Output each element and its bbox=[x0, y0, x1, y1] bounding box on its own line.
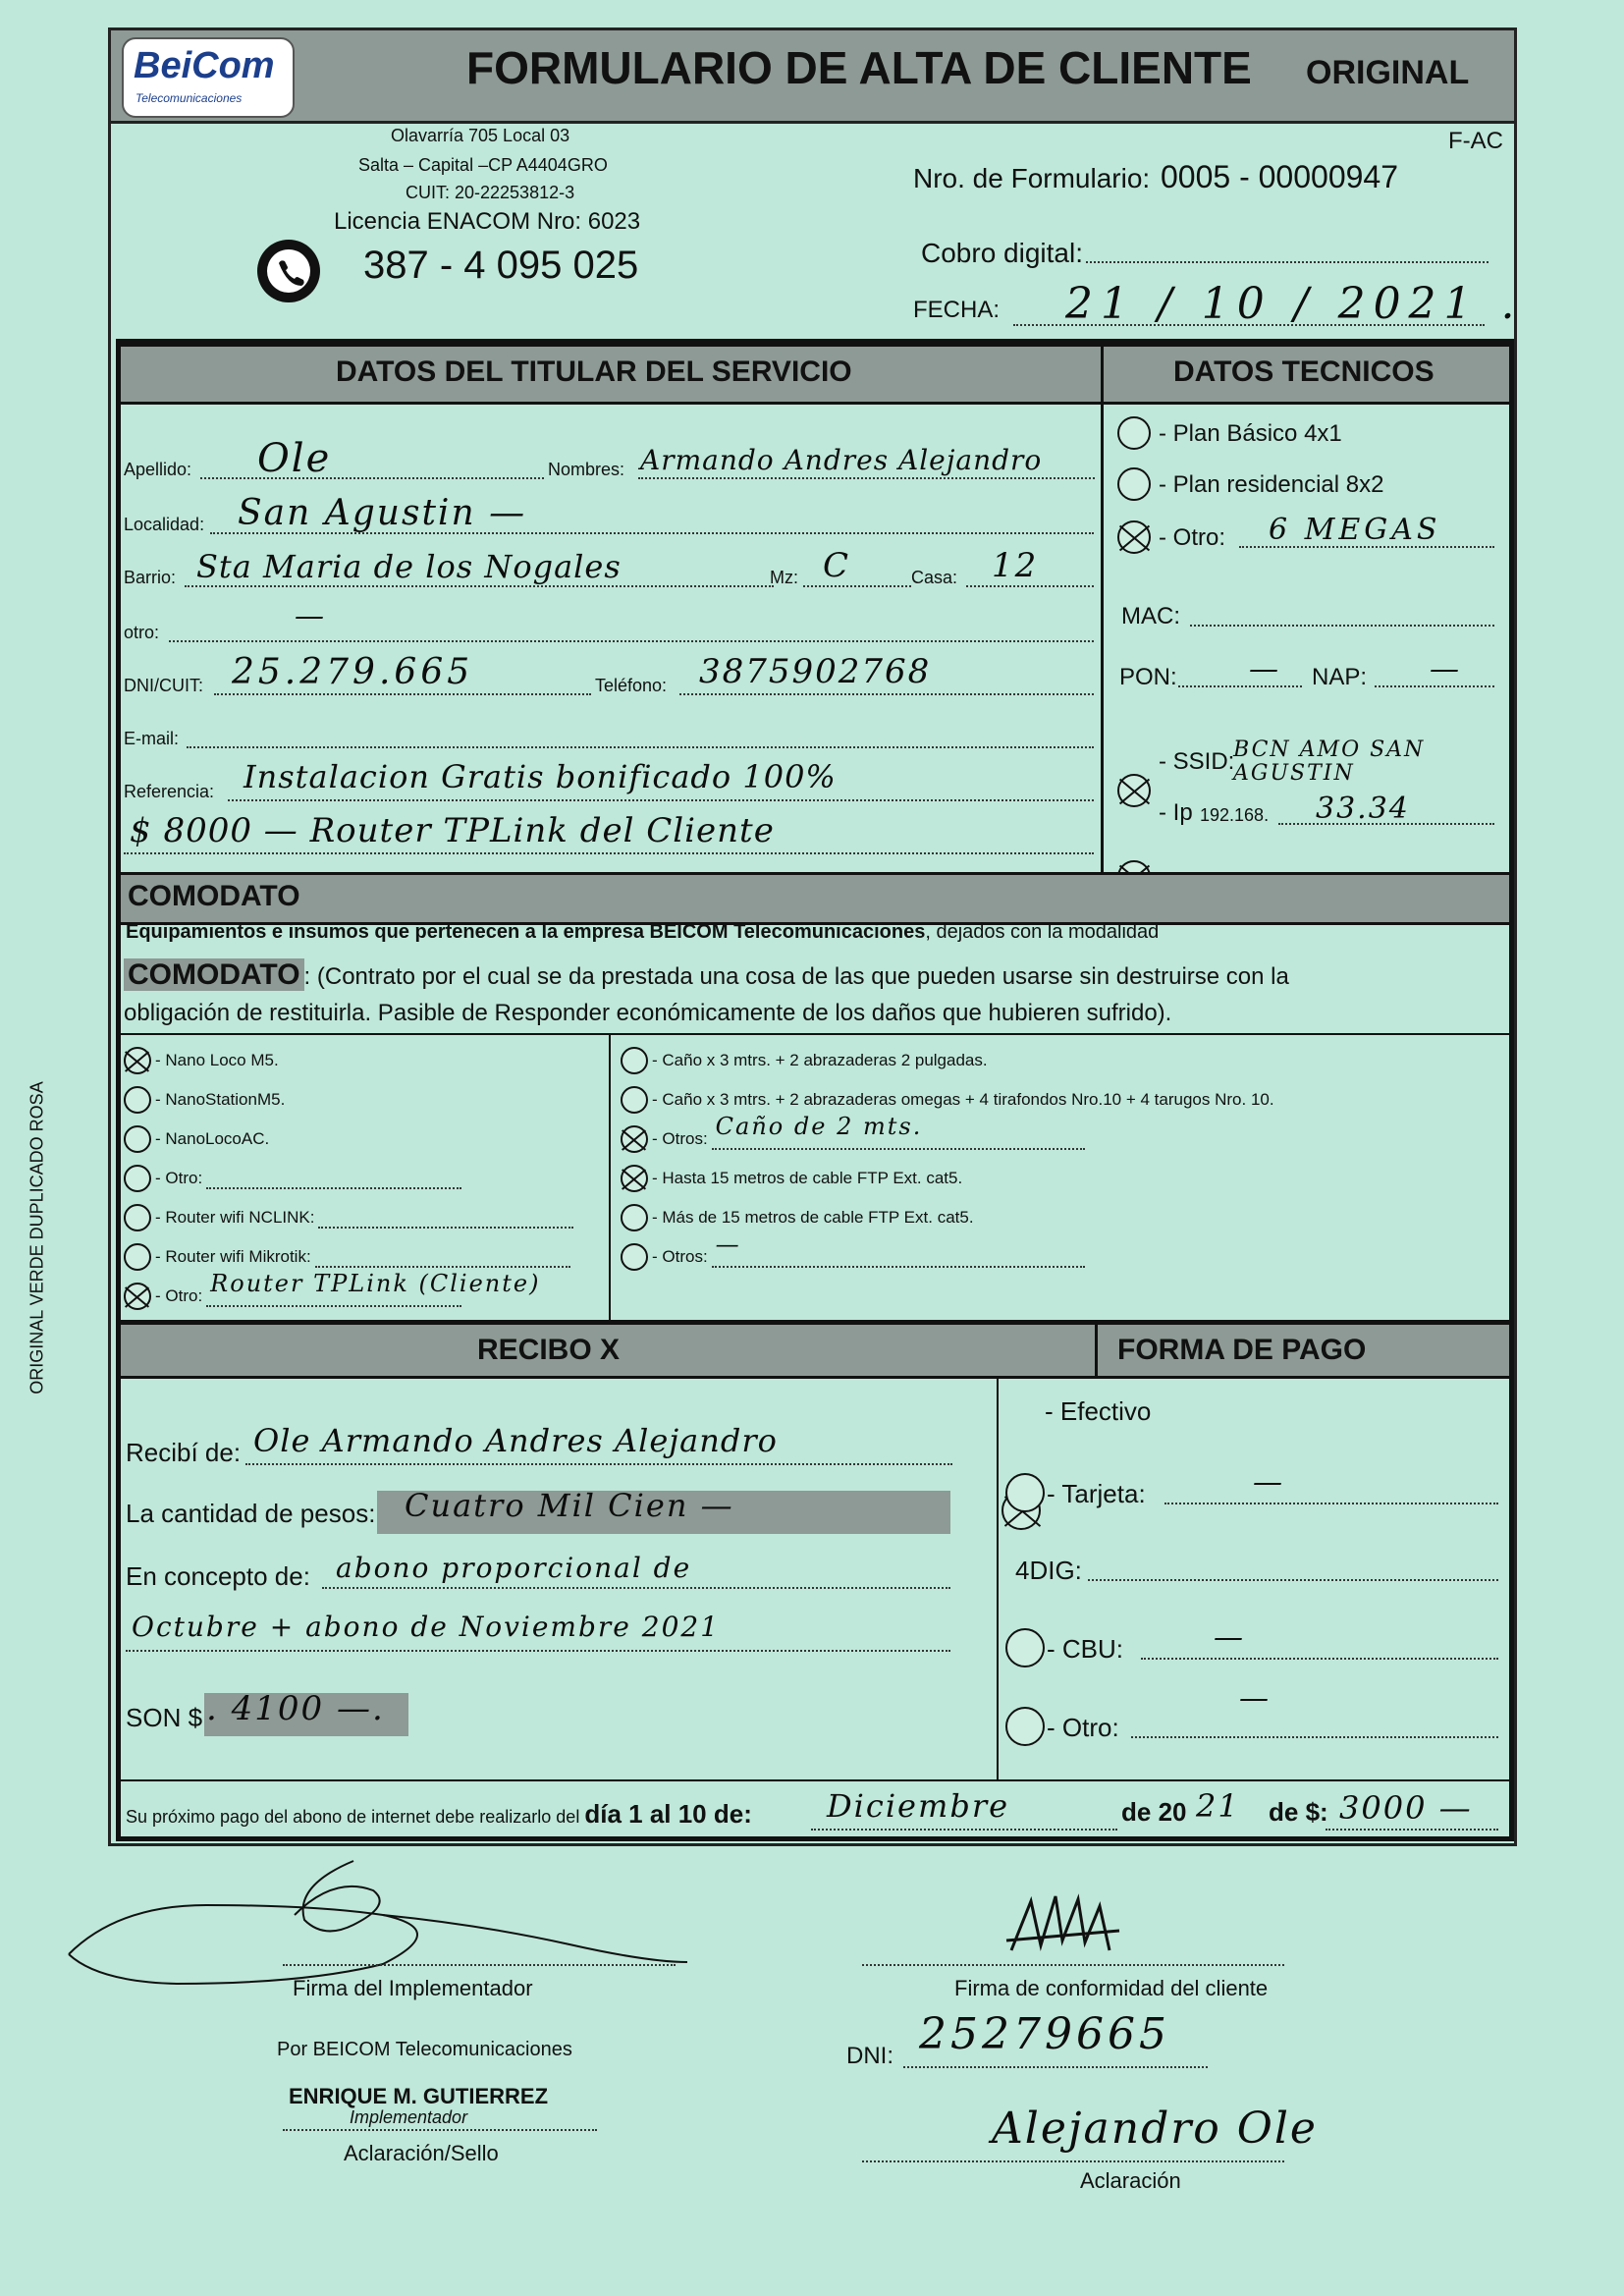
concepto-value-1: abono proporcional de bbox=[336, 1552, 692, 1584]
form-number: 0005 - 00000947 bbox=[1161, 159, 1398, 194]
por-beicom: Por BEICOM Telecomunicaciones bbox=[277, 2039, 572, 2060]
right-item bbox=[621, 1200, 974, 1235]
dni-label: DNI/CUIT: bbox=[124, 676, 203, 695]
comodato-word: COMODATO bbox=[124, 958, 304, 991]
form-title: FORMULARIO DE ALTA DE CLIENTE bbox=[466, 42, 1252, 93]
cuit: CUIT: 20-22253812-3 bbox=[406, 183, 575, 202]
comodato-divider-mid bbox=[609, 1035, 611, 1320]
telefono-label: Teléfono: bbox=[595, 676, 668, 695]
mac-field[interactable] bbox=[1190, 625, 1494, 627]
referencia-field[interactable] bbox=[228, 799, 1094, 801]
son-value: . 4100 —. bbox=[206, 1689, 385, 1728]
otro-pago-dash: — bbox=[1239, 1681, 1271, 1716]
casa-label: Casa: bbox=[911, 568, 958, 587]
address-line-2: Salta – Capital –CP A4404GRO bbox=[358, 155, 608, 175]
left-item-label: - Otro: bbox=[155, 1169, 203, 1187]
otro-pago-label: - Otro: bbox=[1047, 1713, 1119, 1742]
dni-firma-label: DNI: bbox=[846, 2043, 893, 2069]
casa-value: 12 bbox=[992, 546, 1039, 585]
comodato-intro bbox=[126, 921, 1159, 944]
titular-divider bbox=[1101, 399, 1104, 874]
fecha-label: FECHA: bbox=[913, 297, 1001, 323]
comodato-intro-bold: Equipamientos e insumos que pertenecen a la empresa BEICOM Telecomunicaciones bbox=[126, 921, 926, 943]
cuatro-dig-field[interactable] bbox=[1088, 1579, 1498, 1581]
proximo-label: Su próximo pago del abono de internet debe realizarlo del bbox=[126, 1807, 580, 1827]
phone-number: 387 - 4 095 025 bbox=[363, 244, 639, 287]
concepto-label: En concepto de: bbox=[126, 1561, 310, 1591]
localidad-value: San Agustin — bbox=[238, 493, 527, 533]
right-item-value: Caño de 2 mts. bbox=[715, 1113, 923, 1140]
left-item-field[interactable] bbox=[315, 1246, 570, 1268]
year-value: 21 bbox=[1196, 1787, 1240, 1825]
telefono-field[interactable] bbox=[679, 693, 1094, 695]
plan-otro-radio-checked[interactable] bbox=[1117, 520, 1151, 554]
implementador-name: ENRIQUE M. GUTIERREZ bbox=[289, 2084, 549, 2108]
barrio-label: Barrio: bbox=[124, 568, 177, 587]
monto-label: de $: bbox=[1269, 1797, 1328, 1827]
tarjeta-field[interactable] bbox=[1164, 1503, 1498, 1504]
cobro-label: Cobro digital: bbox=[921, 238, 1083, 268]
mz-value: C bbox=[823, 546, 851, 585]
implementador-role: Implementador bbox=[350, 2107, 468, 2127]
licencia: Licencia ENACOM Nro: 6023 bbox=[334, 208, 641, 235]
right-item-label: - Otros: bbox=[652, 1129, 708, 1148]
cbu-label: - CBU: bbox=[1047, 1634, 1123, 1664]
left-item-label: - Otro: bbox=[155, 1286, 203, 1305]
left-checkbox[interactable] bbox=[124, 1243, 151, 1271]
concepto-field-2[interactable] bbox=[126, 1650, 950, 1652]
right-item bbox=[621, 1113, 1085, 1157]
right-item-label: - Más de 15 metros de cable FTP Ext. cat5. bbox=[652, 1208, 974, 1227]
implementador-signature-line bbox=[283, 1964, 676, 1966]
left-item bbox=[124, 1043, 279, 1078]
pon-label: PON: bbox=[1119, 664, 1177, 690]
monto-value: 3000 — bbox=[1339, 1789, 1473, 1827]
aclaracion-label: Aclaración bbox=[1080, 2168, 1181, 2193]
otro-pago-field[interactable] bbox=[1131, 1736, 1498, 1738]
left-item bbox=[124, 1082, 285, 1118]
cantidad-value: Cuatro Mil Cien — bbox=[405, 1487, 734, 1524]
left-item-field[interactable] bbox=[206, 1168, 461, 1189]
recibi-value: Ole Armando Andres Alejandro bbox=[253, 1422, 778, 1459]
left-checkbox[interactable] bbox=[124, 1204, 151, 1231]
dni-field[interactable] bbox=[214, 693, 591, 695]
right-item-label: - Caño x 3 mtrs. + 2 abrazaderas omegas + 4 tirafondos Nro.10 + 4 tarugos Nro. 10. bbox=[652, 1090, 1274, 1109]
left-item bbox=[124, 1270, 541, 1314]
son-label: SON $ bbox=[126, 1703, 203, 1732]
recibi-field[interactable] bbox=[245, 1463, 952, 1465]
ssid-value: BCN AMO SAN AGUSTIN bbox=[1233, 738, 1426, 786]
mz-label: Mz: bbox=[770, 568, 798, 587]
right-checkbox[interactable] bbox=[621, 1086, 648, 1114]
apellido-label: Apellido: bbox=[124, 460, 192, 479]
year-label: de 20 bbox=[1121, 1797, 1187, 1827]
right-item bbox=[621, 1161, 962, 1196]
referencia-value: Instalacion Gratis bonificado 100% bbox=[244, 758, 837, 795]
left-item-field[interactable] bbox=[318, 1207, 573, 1229]
comodato-definition-2: obligación de restituirla. Pasible de Responder económicamente de los daños que hubieren sufrido). bbox=[124, 1000, 1172, 1026]
left-checkbox[interactable] bbox=[124, 1125, 151, 1153]
ip-prefix: 192.168. bbox=[1200, 805, 1270, 825]
form-number-label: Nro. de Formulario: bbox=[913, 163, 1151, 193]
referencia-value-2: $ 8000 — Router TPLink del Cliente bbox=[130, 811, 775, 850]
address-line-1: Olavarría 705 Local 03 bbox=[391, 126, 570, 145]
left-checkbox-checked[interactable] bbox=[124, 1047, 151, 1074]
comodato-definition-1: : (Contrato por el cual se da prestada una cosa de las que pueden usarse sin destruirse con la bbox=[303, 963, 1289, 990]
right-checkbox[interactable] bbox=[621, 1204, 648, 1231]
mz-field[interactable] bbox=[803, 585, 911, 587]
left-item-label: - Router wifi Mikrotik: bbox=[155, 1247, 311, 1266]
left-item bbox=[124, 1161, 461, 1196]
tarjeta-dash: — bbox=[1253, 1465, 1284, 1500]
right-checkbox-checked[interactable] bbox=[621, 1125, 648, 1153]
pon-value: — bbox=[1249, 652, 1280, 686]
right-checkbox[interactable] bbox=[621, 1243, 648, 1271]
cliente-signature bbox=[1001, 1891, 1129, 1970]
plan-otro-label: - Otro: bbox=[1159, 524, 1226, 551]
left-item-label: - NanoLocoAC. bbox=[155, 1129, 270, 1148]
referencia-field-2[interactable] bbox=[124, 852, 1094, 854]
ssid-label: - SSID: bbox=[1159, 748, 1235, 775]
side-copy-text: ORIGINAL VERDE DUPLICADO ROSA bbox=[27, 1081, 47, 1394]
ssid-radio-checked[interactable] bbox=[1117, 774, 1151, 807]
whatsapp-icon bbox=[257, 240, 320, 302]
proximo-row bbox=[126, 1799, 752, 1830]
right-item-label: - Caño x 3 mtrs. + 2 abrazaderas 2 pulgadas. bbox=[652, 1051, 988, 1069]
form-code: F-AC bbox=[1448, 128, 1503, 154]
right-checkbox-checked[interactable] bbox=[621, 1165, 648, 1192]
ip-label: - Ip bbox=[1159, 799, 1193, 826]
telefono-value: 3875902768 bbox=[699, 652, 932, 691]
left-item-label: - Nano Loco M5. bbox=[155, 1051, 279, 1069]
mac-label: MAC: bbox=[1121, 603, 1180, 629]
right-item-label: - Otros: bbox=[652, 1247, 708, 1266]
apellido-value: Ole bbox=[257, 436, 332, 481]
comodato-divider-top bbox=[121, 1033, 1509, 1035]
firma-cliente-label: Firma de conformidad del cliente bbox=[954, 1976, 1269, 2000]
logo bbox=[122, 37, 295, 118]
proximo-mes-value: Diciembre bbox=[827, 1787, 1010, 1825]
otro-value: — bbox=[295, 599, 326, 633]
concepto-field[interactable] bbox=[322, 1587, 950, 1589]
plan-basico-label: - Plan Básico 4x1 bbox=[1159, 420, 1342, 447]
concepto-value-2: Octubre + abono de Noviembre 2021 bbox=[132, 1611, 721, 1643]
monto-field[interactable] bbox=[1326, 1829, 1498, 1831]
left-checkbox-checked[interactable] bbox=[124, 1283, 151, 1310]
dni-firma-value: 25279665 bbox=[919, 2009, 1170, 2059]
proximo-divider bbox=[121, 1779, 1509, 1781]
nombres-label: Nombres: bbox=[548, 460, 625, 479]
nombres-field[interactable] bbox=[638, 477, 1095, 479]
cobro-line bbox=[1086, 261, 1489, 263]
left-item-field[interactable] bbox=[206, 1270, 541, 1307]
left-item-label: - Router wifi NCLINK: bbox=[155, 1208, 315, 1227]
proximo-mes-field[interactable] bbox=[811, 1829, 1117, 1831]
tecnicos-title-text: DATOS TECNICOS bbox=[1173, 355, 1435, 388]
efectivo-label: - Efectivo bbox=[1045, 1396, 1152, 1426]
barrio-field[interactable] bbox=[185, 585, 774, 587]
aclaracion-sello-label: Aclaración/Sello bbox=[344, 2141, 499, 2165]
dni-value: 25.279.665 bbox=[232, 652, 474, 692]
right-item bbox=[621, 1230, 1085, 1275]
plan-residencial-radio[interactable] bbox=[1117, 467, 1151, 501]
left-item-label: - NanoStationM5. bbox=[155, 1090, 286, 1109]
ip-value: 33.34 bbox=[1316, 792, 1410, 826]
comodato-section-title bbox=[121, 872, 1509, 925]
cuatro-dig-label: 4DIG: bbox=[1015, 1556, 1082, 1585]
left-item-value: Router TPLink (Cliente) bbox=[210, 1270, 541, 1297]
aclaracion-field[interactable] bbox=[862, 2160, 1284, 2162]
proximo-dias: día 1 al 10 de: bbox=[584, 1799, 752, 1829]
logo-main-text: BeiCom bbox=[134, 45, 275, 86]
pon-field[interactable] bbox=[1178, 685, 1302, 687]
right-item-label: - Hasta 15 metros de cable FTP Ext. cat5. bbox=[652, 1169, 963, 1187]
aclaracion-value: Alejandro Ole bbox=[992, 2104, 1318, 2154]
tarjeta-radio[interactable] bbox=[1005, 1473, 1045, 1512]
right-checkbox[interactable] bbox=[621, 1047, 648, 1074]
otro-field[interactable] bbox=[169, 640, 1094, 642]
aclaracion-sello-line bbox=[283, 2129, 597, 2131]
plan-basico-radio[interactable] bbox=[1117, 416, 1151, 450]
left-item bbox=[124, 1200, 573, 1235]
comodato-title-text: COMODATO bbox=[128, 880, 300, 912]
otro-label: otro: bbox=[124, 623, 160, 642]
cliente-signature-line bbox=[862, 1964, 1284, 1966]
email-label: E-mail: bbox=[124, 729, 180, 748]
localidad-label: Localidad: bbox=[124, 515, 205, 534]
plan-residencial-label: - Plan residencial 8x2 bbox=[1159, 471, 1384, 498]
left-checkbox[interactable] bbox=[124, 1165, 151, 1192]
nap-value: — bbox=[1430, 652, 1461, 686]
cbu-radio[interactable] bbox=[1005, 1628, 1045, 1667]
plan-otro-value: 6 MEGAS bbox=[1269, 513, 1441, 547]
otro-pago-radio[interactable] bbox=[1005, 1707, 1045, 1746]
right-item bbox=[621, 1043, 988, 1078]
comodato-definition bbox=[124, 958, 1289, 992]
nombres-value: Armando Andres Alejandro bbox=[640, 444, 1043, 476]
left-checkbox[interactable] bbox=[124, 1086, 151, 1114]
apellido-field[interactable] bbox=[200, 477, 544, 479]
firma-implementador-label: Firma del Implementador bbox=[293, 1976, 533, 2000]
fecha-value: 21 / 10 / 2021 . bbox=[1065, 279, 1523, 329]
titular-title-text: DATOS DEL TITULAR DEL SERVICIO bbox=[336, 355, 852, 388]
comodato-intro-rest: , dejados con la modalidad bbox=[925, 921, 1160, 943]
tarjeta-label: - Tarjeta: bbox=[1047, 1479, 1146, 1508]
casa-field[interactable] bbox=[966, 585, 1094, 587]
pago-title-text: FORMA DE PAGO bbox=[1117, 1334, 1367, 1366]
left-item bbox=[124, 1121, 269, 1157]
referencia-label: Referencia: bbox=[124, 782, 215, 801]
nap-label: NAP: bbox=[1312, 664, 1368, 690]
cbu-dash: — bbox=[1214, 1620, 1245, 1655]
cbu-field[interactable] bbox=[1141, 1658, 1498, 1660]
barrio-value: Sta Maria de los Nogales bbox=[196, 548, 622, 585]
recibi-label: Recibí de: bbox=[126, 1438, 242, 1467]
email-field[interactable] bbox=[187, 746, 1094, 748]
right-item-field[interactable] bbox=[712, 1113, 1085, 1150]
logo-sub-text: Telecomunicaciones bbox=[135, 91, 243, 105]
right-item-value: — bbox=[715, 1230, 741, 1258]
recibo-divider-mid bbox=[997, 1376, 999, 1780]
dni-firma-field[interactable] bbox=[903, 2066, 1208, 2068]
cantidad-label: La cantidad de pesos: bbox=[126, 1499, 376, 1528]
copy-label: ORIGINAL bbox=[1306, 54, 1470, 91]
recibo-title-text: RECIBO X bbox=[477, 1334, 621, 1366]
right-item-field[interactable] bbox=[712, 1230, 1085, 1268]
